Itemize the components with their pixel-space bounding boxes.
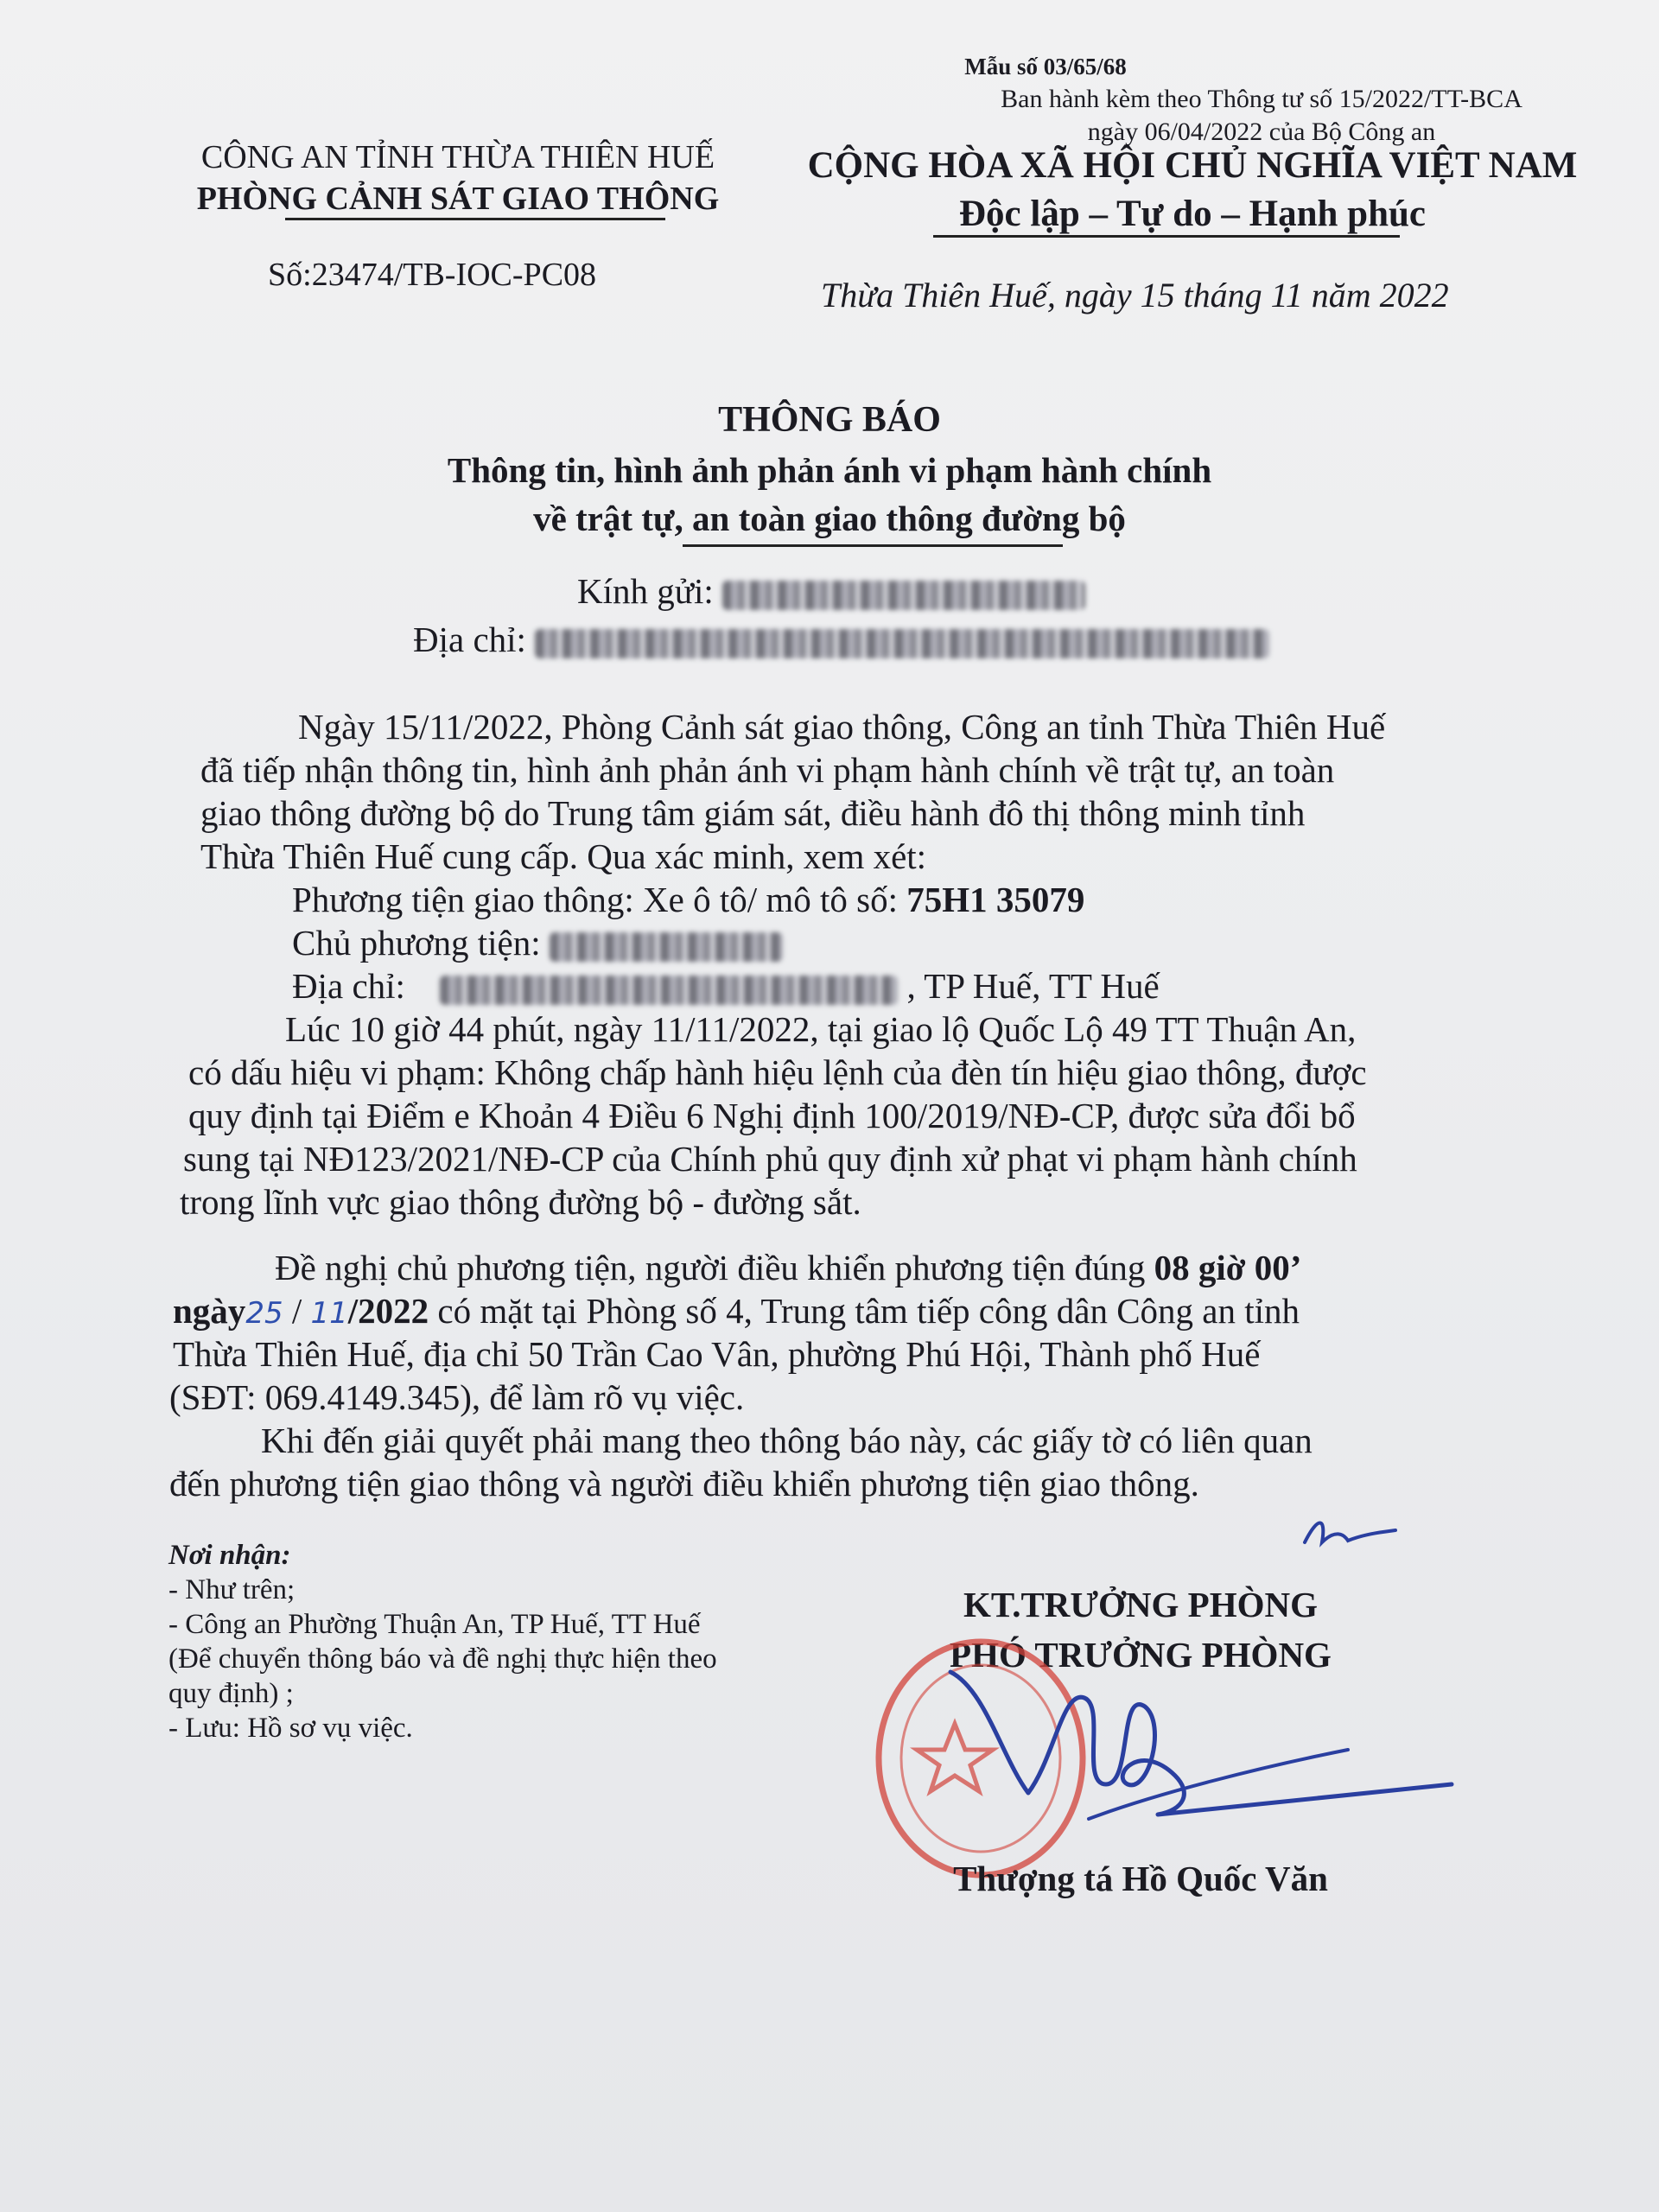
handwritten-initial (1296, 1508, 1400, 1560)
signer-name: Thượng tá Hồ Quốc Văn (953, 1859, 1328, 1898)
org-parent: CÔNG AN TỈNH THỪA THIÊN HUẾ (200, 139, 715, 175)
date-separator: / (283, 1291, 311, 1331)
document-number: Số:23474/TB-IOC-PC08 (268, 257, 597, 293)
redacted-owner-address (440, 976, 898, 1005)
owner-label: Chủ phương tiện: (292, 923, 541, 963)
signature-icon (933, 1655, 1469, 1836)
recipient-item: quy định) ; (168, 1678, 294, 1709)
owner-address-label: Địa chỉ: (292, 966, 405, 1006)
recipients-block (168, 1538, 717, 1745)
vehicle-line (292, 878, 1084, 921)
vehicle-label: Phương tiện giao thông: Xe ô tô/ mô tô số: (292, 880, 899, 919)
body-line: trong lĩnh vực giao thông đường bộ - đường sắt. (180, 1182, 861, 1222)
recipient-item: - Công an Phường Thuận An, TP Huế, TT Huế (168, 1609, 701, 1640)
issuing-organization (147, 137, 769, 219)
form-number: Mẫu số 03/65/68 (964, 54, 1127, 79)
owner-line (292, 921, 783, 964)
redacted-name (722, 581, 1085, 610)
body-line: (SĐT: 069.4149.345), để làm rõ vụ việc. (169, 1377, 745, 1417)
document-subtitle-1: Thông tin, hình ảnh phản ánh vi phạm hành chính (447, 450, 1212, 490)
issued-note-line1: Ban hành kèm theo Thông tư số 15/2022/TT-BCA (1001, 85, 1522, 113)
signature-title-line2: PHÓ TRƯỞNG PHÒNG (950, 1635, 1332, 1675)
appointment-year: /2022 (347, 1291, 429, 1331)
body-line: Thừa Thiên Huế cung cấp. Qua xác minh, xem xét: (200, 836, 927, 876)
body-line: đã tiếp nhận thông tin, hình ảnh phản ánh vi phạm hành chính về trật tự, an toàn (200, 750, 1335, 790)
redacted-owner-name (550, 932, 783, 962)
title-underline (683, 544, 1063, 547)
recipient-item: - Như trên; (168, 1574, 296, 1605)
body-line: quy định tại Điểm e Khoản 4 Điều 6 Nghị định 100/2019/NĐ-CP, được sửa đổi bổ (188, 1096, 1356, 1135)
owner-address-tail: , TP Huế, TT Huế (906, 966, 1160, 1006)
org-underline (285, 218, 665, 220)
issued-note (933, 83, 1590, 149)
addressee-label: Kính gửi: (577, 571, 714, 611)
issued-note-line2: ngày 06/04/2022 của Bộ Công an (1087, 118, 1436, 146)
national-motto (760, 142, 1624, 238)
license-plate: 75H1 35079 (906, 880, 1085, 919)
redacted-address (535, 629, 1269, 658)
appointment-line (275, 1246, 1301, 1289)
date-label: ngày (173, 1291, 246, 1331)
recipient-item: (Để chuyển thông báo và đề nghị thực hiện theo (168, 1643, 717, 1675)
body-line: sung tại NĐ123/2021/NĐ-CP của Chính phủ quy định xử phạt vi phạm hành chính (183, 1139, 1357, 1179)
recipient-item: - Lưu: Hồ sơ vụ việc. (168, 1713, 413, 1744)
body-line: đến phương tiện giao thông và người điều khiển phương tiện giao thông. (169, 1464, 1199, 1503)
body-text: Đề nghị chủ phương tiện, người điều khiển phương tiện đúng (275, 1248, 1146, 1287)
owner-address-line (292, 964, 1160, 1007)
body-line: Ngày 15/11/2022, Phòng Cảnh sát giao thông, Công an tỉnh Thừa Thiên Huế (298, 707, 1386, 747)
place-and-date: Thừa Thiên Huế, ngày 15 tháng 11 năm 2022 (821, 276, 1449, 315)
org-department: PHÒNG CẢNH SÁT GIAO THÔNG (196, 181, 720, 217)
document-subtitle-2: về trật tự, an toàn giao thông đường bộ (533, 499, 1126, 538)
handwritten-day: 25 (245, 1296, 283, 1331)
addressee-address-line (413, 619, 1269, 660)
body-line: Lúc 10 giờ 44 phút, ngày 11/11/2022, tại giao lộ Quốc Lộ 49 TT Thuận An, (285, 1009, 1357, 1049)
recipients-heading: Nơi nhận: (168, 1540, 291, 1571)
motto-underline (933, 235, 1400, 238)
appointment-date-line (173, 1289, 1300, 1335)
motto: Độc lập – Tự do – Hạnh phúc (959, 194, 1426, 234)
body-text: có mặt tại Phòng số 4, Trung tâm tiếp công dân Công an tỉnh (437, 1291, 1300, 1331)
body-line: Khi đến giải quyết phải mang theo thông báo này, các giấy tờ có liên quan (261, 1421, 1313, 1460)
signature-title-line1: KT.TRƯỞNG PHÒNG (963, 1585, 1318, 1624)
handwritten-month: 11 (310, 1296, 348, 1331)
document-title: THÔNG BÁO (718, 400, 941, 440)
address-label: Địa chỉ: (413, 620, 526, 659)
nation-name: CỘNG HÒA XÃ HỘI CHỦ NGHĨA VIỆT NAM (807, 145, 1578, 186)
addressee-line (577, 570, 1085, 612)
body-line: Thừa Thiên Huế, địa chỉ 50 Trần Cao Vân, phường Phú Hội, Thành phố Huế (173, 1334, 1261, 1374)
body-line: giao thông đường bộ do Trung tâm giám sát, điều hành đô thị thông minh tỉnh (200, 793, 1306, 833)
appointment-time: 08 giờ 00’ (1154, 1248, 1302, 1287)
body-line: có dấu hiệu vi phạm: Không chấp hành hiệu lệnh của đèn tín hiệu giao thông, được (188, 1052, 1367, 1092)
